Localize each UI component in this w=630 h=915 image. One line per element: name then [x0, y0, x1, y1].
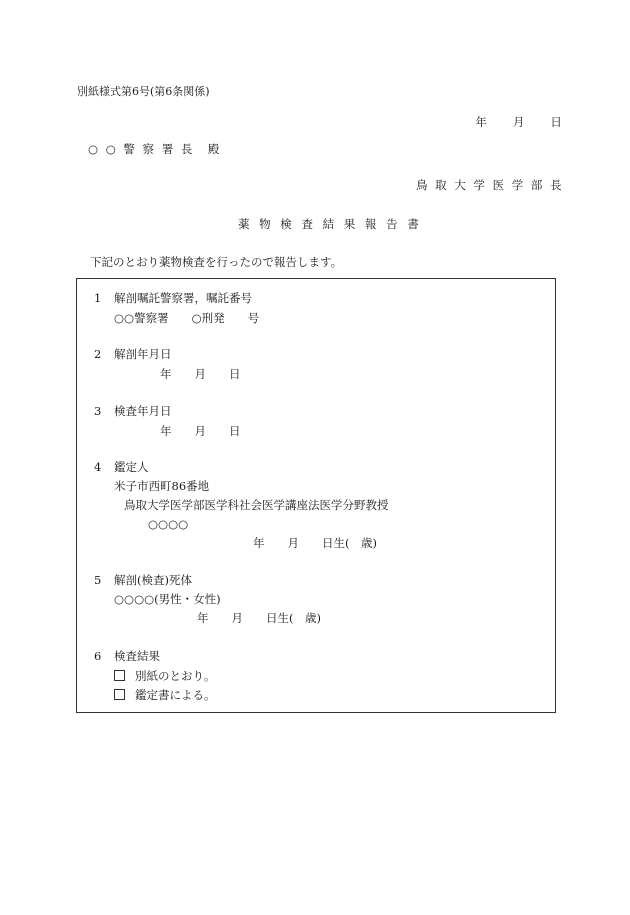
sender: 鳥 取 大 学 医 学 部 長 [416, 178, 564, 192]
checkbox-attached[interactable] [114, 670, 125, 681]
item-4-birthdate: 年 月 日生( 歳) [253, 536, 377, 550]
form-reference: 別紙様式第6号(第6条関係) [77, 85, 210, 98]
item-4-affiliation: 鳥取大学医学部医学科社会医学講座法医学分野教授 [124, 498, 389, 512]
item-4-heading: 4 鑑定人 [94, 460, 149, 474]
date-month: 月 [512, 114, 525, 129]
item-5-subject: ○○○○(男性・女性) [114, 592, 221, 606]
date-day: 日 [550, 114, 562, 129]
item-4-name: ○○○○ [148, 517, 189, 531]
item-4-address: 米子市西町86番地 [114, 479, 210, 493]
item-6-option-expert-report[interactable]: 鑑定書による。 [114, 689, 216, 702]
item-3-line: 年 月 日 [160, 424, 241, 438]
intro-text: 下記のとおり薬物検査を行ったので報告します。 [90, 255, 343, 269]
checkbox-expert-report[interactable] [114, 689, 125, 700]
item-3-heading: 3 検査年月日 [94, 404, 172, 418]
report-details-box [76, 278, 556, 713]
item-1-line: ○○警察署 ○刑発 号 [114, 311, 260, 325]
item-1-heading: 1 解剖嘱託警察署，嘱託番号 [94, 291, 252, 305]
item-5-birthdate: 年 月 日生( 歳) [197, 611, 321, 625]
addressee: ○ ○ 警 察 署 長 殿 [88, 142, 222, 156]
item-6-heading: 6 検査結果 [94, 649, 160, 663]
item-5-heading: 5 解剖(検査)死体 [94, 573, 192, 587]
item-2-line: 年 月 日 [160, 367, 241, 381]
item-6-option-attached[interactable]: 別紙のとおり。 [114, 670, 216, 683]
report-date [468, 105, 562, 128]
item-2-heading: 2 解剖年月日 [94, 347, 172, 361]
date-year: 年 [475, 114, 487, 129]
document-title: 薬 物 検 査 結 果 報 告 書 [238, 217, 422, 231]
